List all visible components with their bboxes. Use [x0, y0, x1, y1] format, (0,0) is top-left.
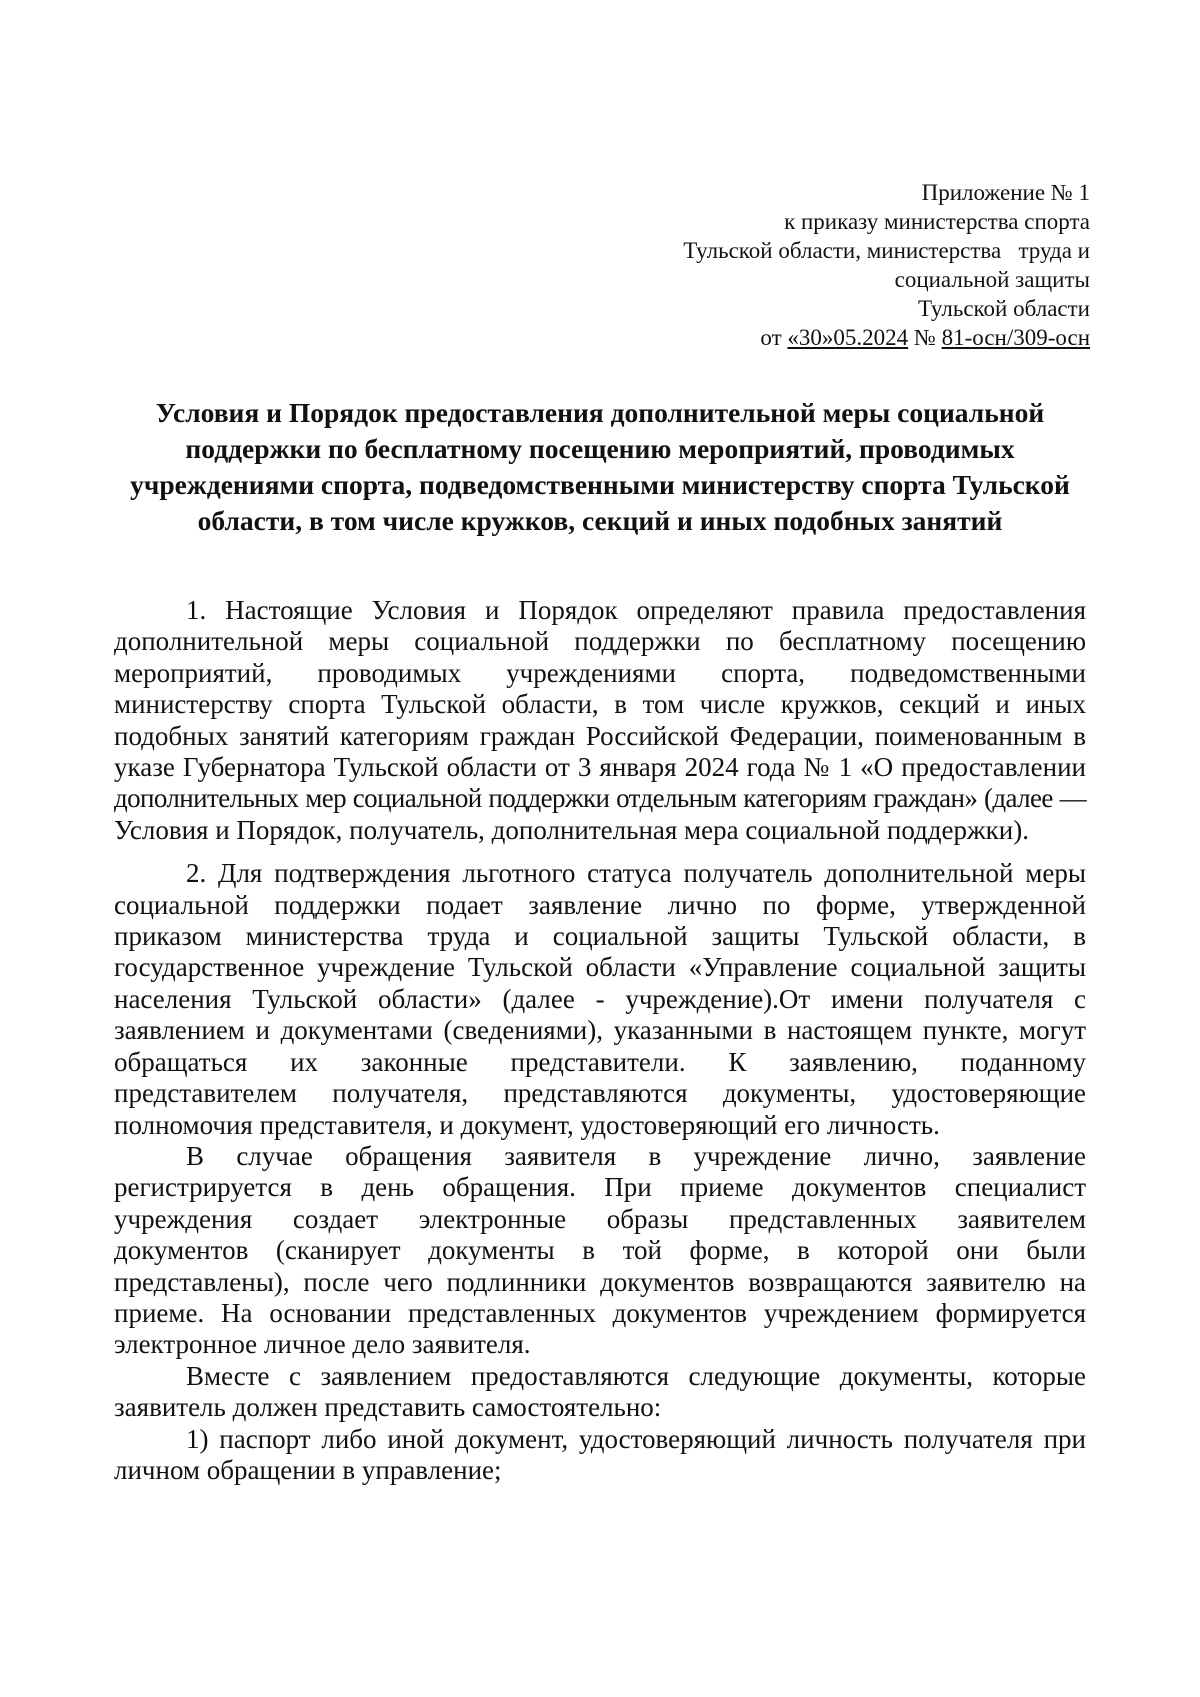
- paragraph-line: Условия и Порядок, получатель, дополнительная мера социальной поддержки).: [114, 814, 1029, 845]
- document-title: [100, 395, 1100, 539]
- paragraph-line: подобных занятий категориям граждан Российской Федерации, поименованным в: [114, 720, 1086, 751]
- paragraph-line: социальной поддержки подает заявление лично по форме, утвержденной: [114, 889, 1086, 920]
- paragraph-line: личном обращении в управление;: [114, 1454, 502, 1485]
- paragraph-line: представлены), после чего подлинники документов возвращаются заявителю на: [114, 1266, 1086, 1297]
- paragraph-line: дополнительной меры социальной поддержки по бесплатному посещению: [114, 626, 1086, 657]
- paragraph-line: регистрируется в день обращения. При приеме документов специалист: [114, 1172, 1086, 1203]
- appendix-header: [570, 178, 1090, 352]
- appendix-line-2: к приказу министерства спорта: [784, 209, 1090, 234]
- paragraph-gap: [114, 846, 1086, 858]
- paragraph-4: [114, 1361, 1086, 1424]
- paragraph-line: заявитель должен представить самостоятельно:: [114, 1392, 662, 1423]
- paragraph-line: министерству спорта Тульской области, в том числе кружков, секций и иных: [114, 689, 1086, 720]
- paragraph-line: 1. Настоящие Условия и Порядок определяют правила предоставления: [186, 595, 1086, 625]
- paragraph-line: представителем получателя, представляются документы, удостоверяющие: [114, 1078, 1086, 1109]
- title-line-2: поддержки по бесплатному посещению мероприятий, проводимых: [185, 433, 1015, 464]
- paragraph-line: документов (сканирует документы в той форме, в которой они были: [114, 1235, 1086, 1266]
- paragraph-line: государственное учреждение Тульской области «Управление социальной защиты: [114, 952, 1086, 983]
- appendix-date-line: [570, 323, 1090, 352]
- paragraph-line: мероприятий, проводимых учреждениями спорта, подведомственными: [114, 657, 1086, 688]
- paragraph-line: полномочия представителя, и документ, удостоверяющий его личность.: [114, 1109, 940, 1140]
- paragraph-5: [114, 1424, 1086, 1487]
- appendix-line-5: Тульской области: [917, 296, 1090, 321]
- number-prefix: №: [908, 325, 942, 350]
- paragraph-line: учреждения создает электронные образы представленных заявителем: [114, 1203, 1086, 1234]
- paragraph-line: В случае обращения заявителя в учреждение лично, заявление: [186, 1140, 1086, 1171]
- paragraph-line: приказом министерства труда и социальной защиты Тульской области, в: [114, 921, 1086, 952]
- paragraph-1: [114, 595, 1086, 846]
- paragraph-line: обращаться их законные представители. К заявлению, поданному: [114, 1046, 1086, 1077]
- paragraph-line: дополнительных мер социальной поддержки отдельным категориям граждан» (далее —: [114, 783, 1086, 814]
- appendix-line-3: Тульской области, министерства труда и: [683, 238, 1090, 263]
- paragraph-line: приеме. На основании представленных документов учреждением формируется: [114, 1297, 1086, 1328]
- paragraph-line: 2. Для подтверждения льготного статуса получатель дополнительной меры: [186, 858, 1086, 889]
- title-line-1: Условия и Порядок предоставления дополнительной меры социальной: [155, 397, 1045, 428]
- paragraph-2: [114, 858, 1086, 1141]
- title-line-3: учреждениями спорта, подведомственными министерству спорта Тульской: [130, 469, 1070, 500]
- document-body: [114, 595, 1086, 1486]
- appendix-line-1: Приложение № 1: [921, 180, 1090, 205]
- paragraph-line: Вместе с заявлением предоставляются следующие документы, которые: [186, 1360, 1086, 1391]
- paragraph-line: электронное личное дело заявителя.: [114, 1329, 531, 1360]
- paragraph-line: населения Тульской области» (далее - учреждение).От имени получателя с: [114, 983, 1086, 1014]
- paragraph-line: 1) паспорт либо иной документ, удостоверяющий личность получателя при: [186, 1423, 1086, 1454]
- paragraph-line: заявлением и документами (сведениями), указанными в настоящем пункте, могут: [114, 1015, 1086, 1046]
- appendix-line-4: социальной защиты: [894, 267, 1090, 292]
- paragraph-line: указе Губернатора Тульской области от 3 января 2024 года № 1 «О предоставлении: [114, 752, 1086, 783]
- date-prefix: от: [760, 325, 788, 350]
- title-line-4: области, в том числе кружков, секций и иных подобных занятий: [197, 505, 1003, 536]
- order-date: «30»05.2024: [787, 325, 909, 350]
- paragraph-3: [114, 1141, 1086, 1361]
- order-number: 81-осн/309-осн: [941, 325, 1090, 350]
